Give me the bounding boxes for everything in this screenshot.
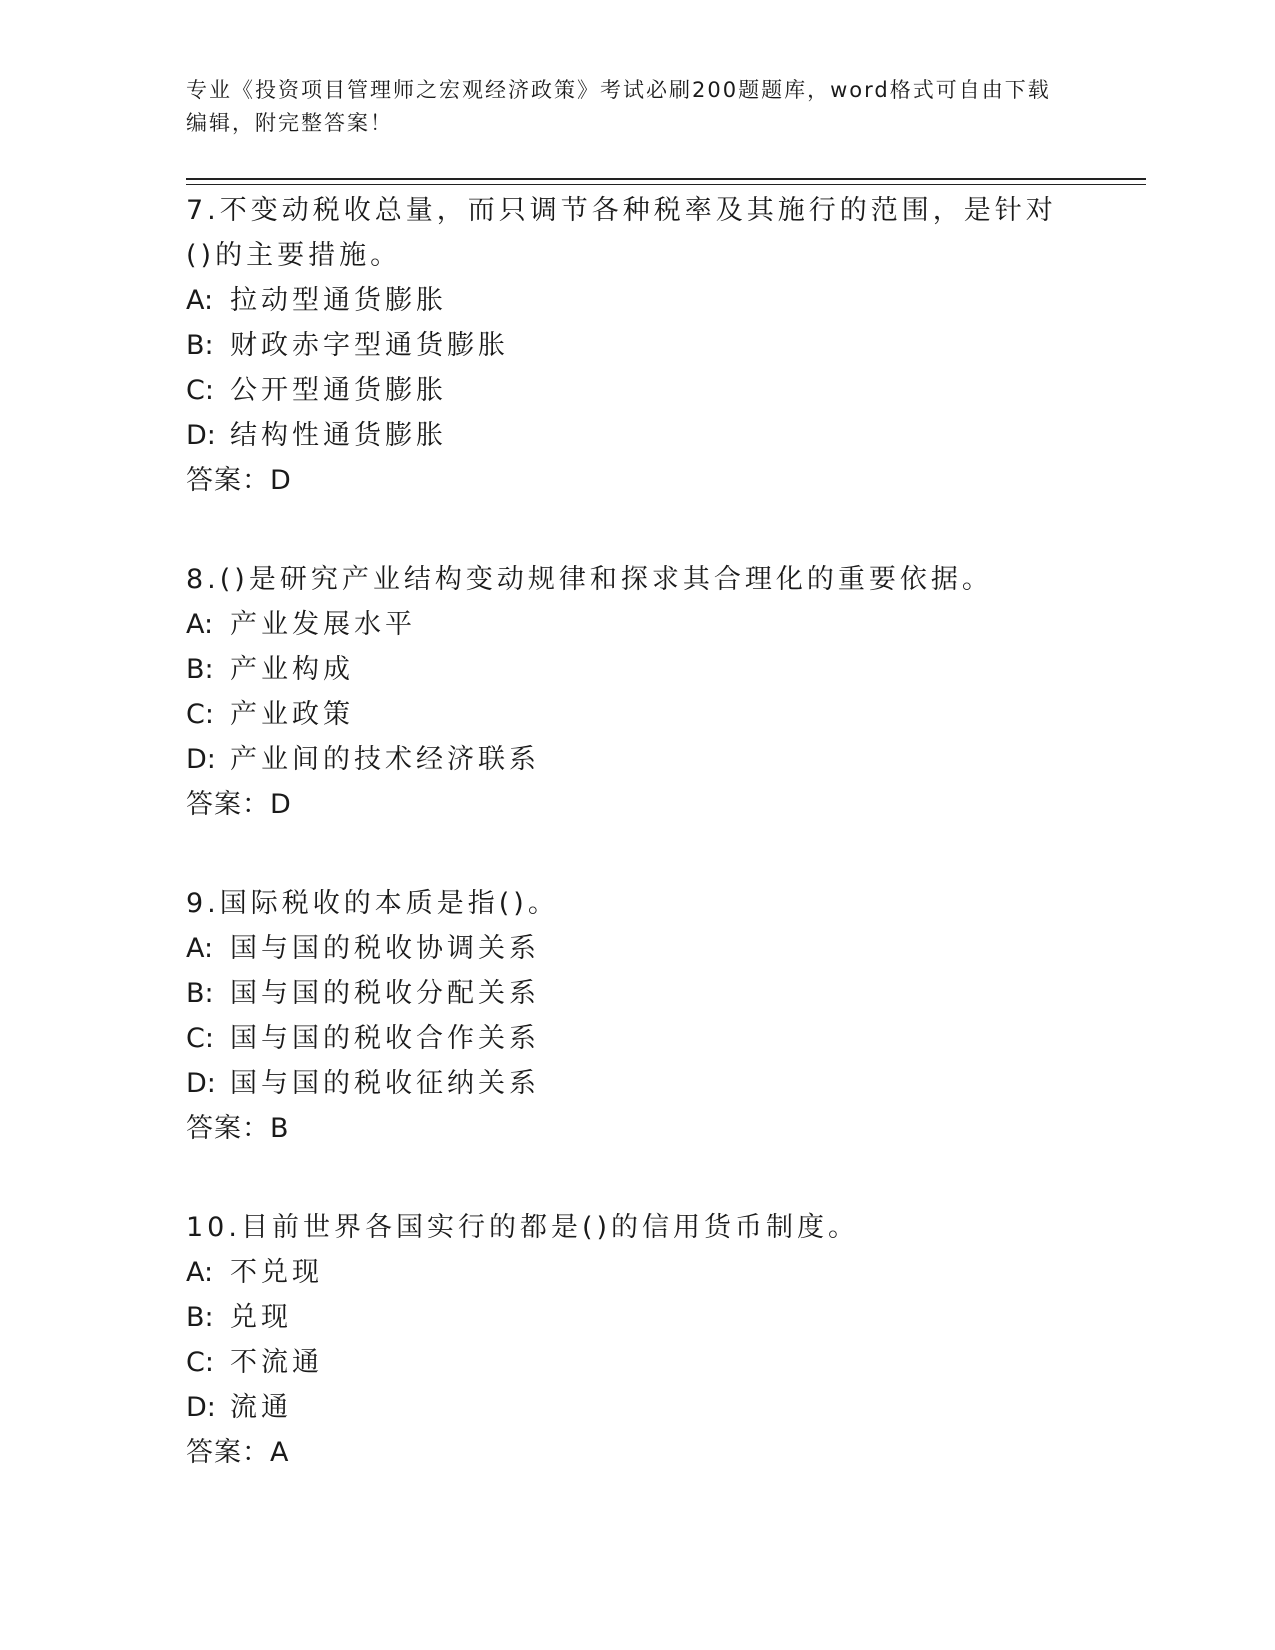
option-letter: B: xyxy=(186,330,214,361)
option-letter: C: xyxy=(186,699,214,730)
option-d xyxy=(186,1061,1066,1106)
option-letter: A: xyxy=(186,285,214,316)
option-letter: A: xyxy=(186,1257,214,1288)
option-letter: B: xyxy=(186,1302,214,1333)
option-text: 公开型通货膨胀 xyxy=(230,375,447,406)
question-stem: 7.不变动税收总量，而只调节各种税率及其施行的范围，是针对()的主要措施。 xyxy=(186,195,1057,271)
option-c xyxy=(186,1016,1066,1061)
option-letter: D: xyxy=(186,1392,216,1423)
option-letter: C: xyxy=(186,1023,214,1054)
answer: 答案：A xyxy=(186,1437,290,1468)
question-item xyxy=(186,557,1066,827)
option-a xyxy=(186,1250,1066,1295)
option-text: 流通 xyxy=(230,1392,292,1423)
option-text: 产业构成 xyxy=(230,654,354,685)
option-text: 国与国的税收分配关系 xyxy=(230,978,540,1009)
answer: 答案：D xyxy=(186,789,292,820)
option-letter: D: xyxy=(186,744,216,775)
option-letter: A: xyxy=(186,933,214,964)
option-a xyxy=(186,278,1066,323)
question-stem: 9.国际税收的本质是指()。 xyxy=(186,888,559,919)
question-item xyxy=(186,188,1066,503)
option-text: 国与国的税收征纳关系 xyxy=(230,1068,540,1099)
header-divider-thin xyxy=(186,184,1146,185)
option-text: 财政赤字型通货膨胀 xyxy=(230,330,509,361)
option-text: 结构性通货膨胀 xyxy=(230,420,447,451)
option-b xyxy=(186,647,1066,692)
option-d xyxy=(186,413,1066,458)
option-d xyxy=(186,1385,1066,1430)
option-letter: B: xyxy=(186,654,214,685)
option-letter: C: xyxy=(186,375,214,406)
option-text: 产业政策 xyxy=(230,699,354,730)
option-c xyxy=(186,368,1066,413)
option-letter: D: xyxy=(186,420,216,451)
question-stem: 10.目前世界各国实行的都是()的信用货币制度。 xyxy=(186,1212,860,1243)
question-item xyxy=(186,1205,1066,1475)
option-text: 产业间的技术经济联系 xyxy=(230,744,540,775)
question-stem: 8.()是研究产业结构变动规律和探求其合理化的重要依据。 xyxy=(186,564,993,595)
option-letter: D: xyxy=(186,1068,216,1099)
option-text: 兑现 xyxy=(230,1302,292,1333)
option-b xyxy=(186,971,1066,1016)
option-text: 不兑现 xyxy=(230,1257,323,1288)
option-text: 国与国的税收合作关系 xyxy=(230,1023,540,1054)
option-d xyxy=(186,737,1066,782)
document-header: 专业《投资项目管理师之宏观经济政策》考试必刷200题题库，word格式可自由下载编辑，附完整答案！ xyxy=(186,78,1051,135)
header-divider xyxy=(186,178,1146,180)
question-list xyxy=(186,188,1066,1529)
option-text: 不流通 xyxy=(230,1347,323,1378)
option-text: 国与国的税收协调关系 xyxy=(230,933,540,964)
option-b xyxy=(186,1295,1066,1340)
option-letter: C: xyxy=(186,1347,214,1378)
option-c xyxy=(186,692,1066,737)
answer: 答案：D xyxy=(186,465,292,496)
answer: 答案：B xyxy=(186,1113,290,1144)
option-letter: A: xyxy=(186,609,214,640)
option-text: 拉动型通货膨胀 xyxy=(230,285,447,316)
option-c xyxy=(186,1340,1066,1385)
option-letter: B: xyxy=(186,978,214,1009)
option-text: 产业发展水平 xyxy=(230,609,416,640)
question-item xyxy=(186,881,1066,1151)
option-a xyxy=(186,602,1066,647)
option-a xyxy=(186,926,1066,971)
option-b xyxy=(186,323,1066,368)
